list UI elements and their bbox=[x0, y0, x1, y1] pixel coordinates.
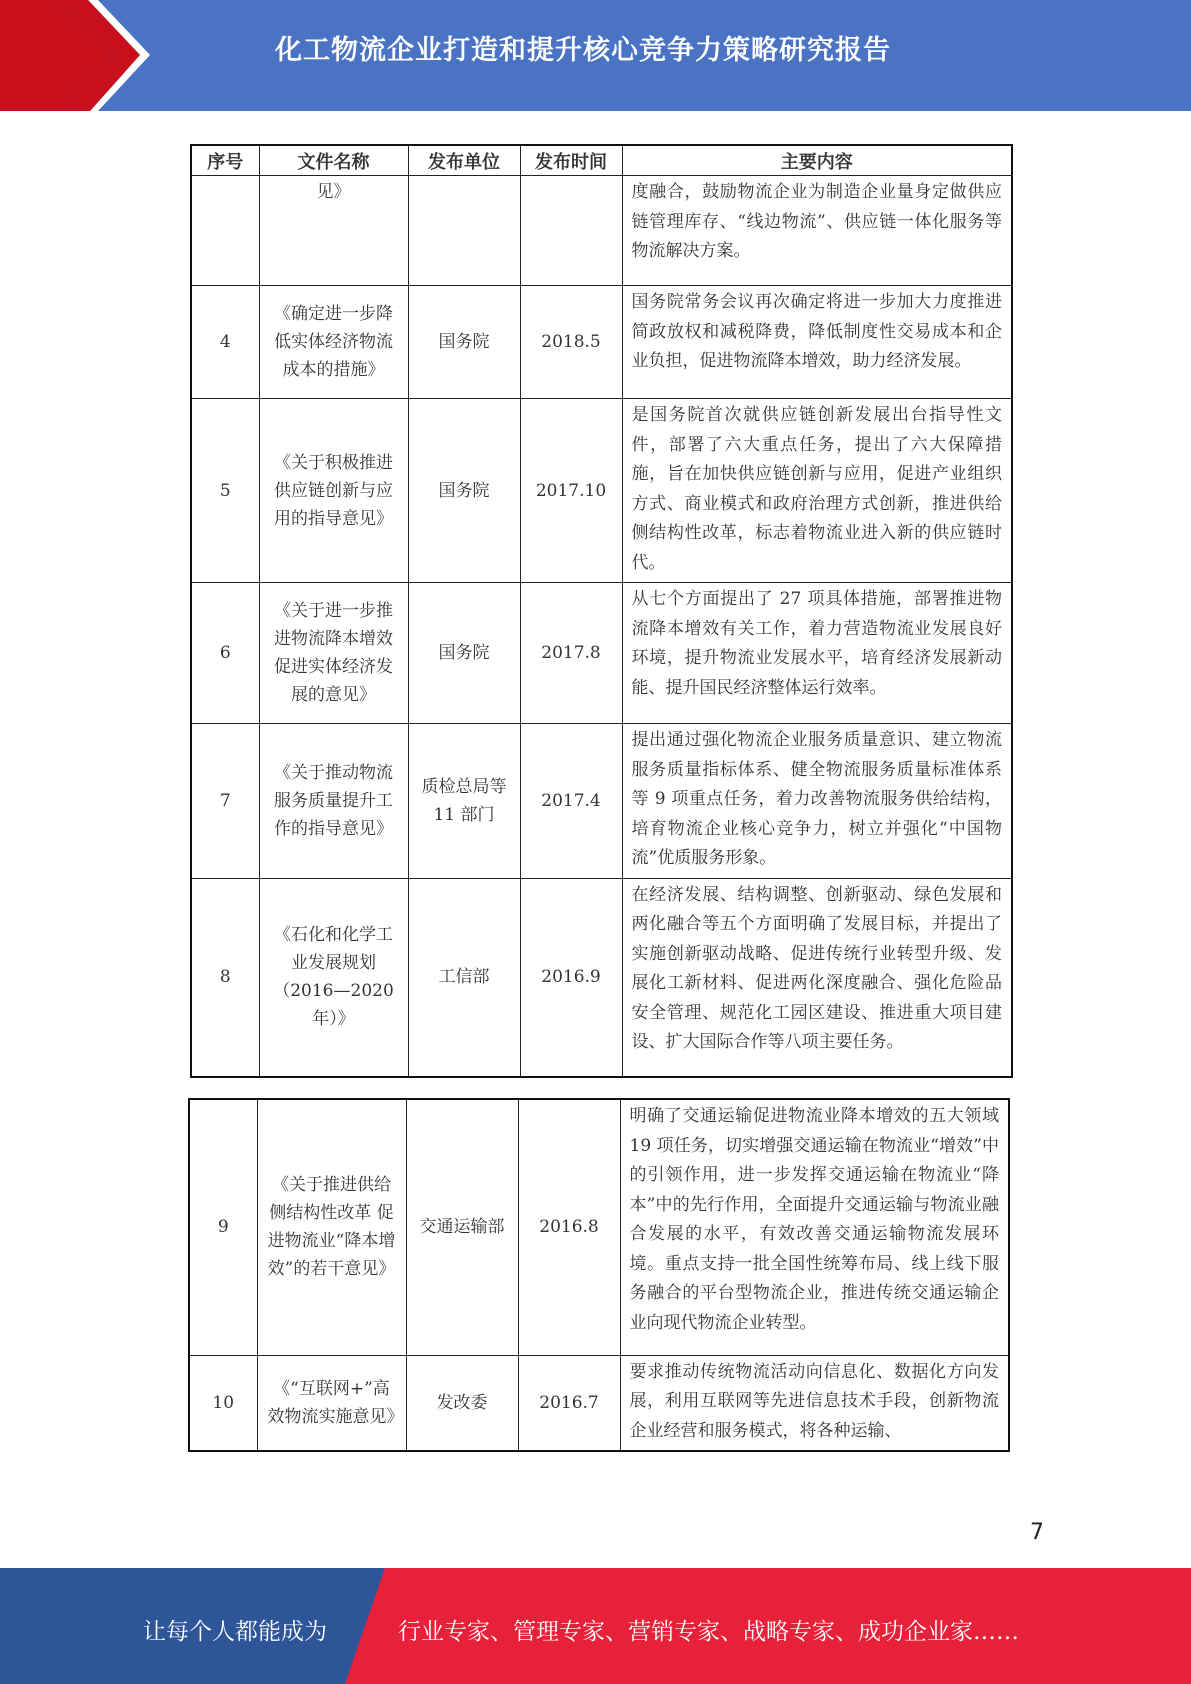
header-name: 文件名称 bbox=[259, 145, 408, 176]
policy-table-part-2 bbox=[188, 1098, 1010, 1452]
table-row bbox=[189, 1355, 1009, 1451]
row-no: 9 bbox=[189, 1099, 257, 1355]
row-date: 2016.7 bbox=[518, 1355, 620, 1451]
table-row bbox=[191, 583, 1012, 724]
row-no: 6 bbox=[191, 583, 259, 724]
footer-slogan-right: 行业专家、管理专家、营销专家、战略专家、成功企业家…… bbox=[398, 1619, 1019, 1645]
row-content: 明确了交通运输促进物流业降本增效的五大领域 19 项任务，切实增强交通运输在物流业“增效”中的引领作用，进一步发挥交通运输在物流业“降本”中的先行作用，全面提升交通运输与物流业融合发展的水平，有效改善交通运输物流发展环境。重点支持一批全国性统筹布局、线上线下服务融合的平台型物流企业，推进传统交通运输企业向现代物流企业转型。 bbox=[620, 1099, 1009, 1355]
row-unit: 工信部 bbox=[408, 878, 520, 1077]
row-unit: 国务院 bbox=[408, 286, 520, 399]
header-content: 主要内容 bbox=[622, 145, 1012, 176]
row-no: 4 bbox=[191, 286, 259, 399]
row-date: 2017.10 bbox=[520, 399, 622, 583]
row-no: 8 bbox=[191, 878, 259, 1077]
table-row bbox=[191, 399, 1012, 583]
row-date: 2016.9 bbox=[520, 878, 622, 1077]
row-date bbox=[520, 176, 622, 286]
page-footer bbox=[0, 1568, 1191, 1684]
table-row bbox=[191, 878, 1012, 1077]
row-date: 2018.5 bbox=[520, 286, 622, 399]
row-no bbox=[191, 176, 259, 286]
table-row bbox=[191, 176, 1012, 286]
row-content: 度融合，鼓励物流企业为制造企业量身定做供应链管理库存、“线边物流”、供应链一体化服务等物流解决方案。 bbox=[622, 176, 1012, 286]
header-unit: 发布单位 bbox=[408, 145, 520, 176]
row-no: 7 bbox=[191, 724, 259, 879]
row-name: 《“互联网+”高效物流实施意见》 bbox=[257, 1355, 406, 1451]
page-header bbox=[0, 0, 1191, 111]
row-content: 要求推动传统物流活动向信息化、数据化方向发展，利用互联网等先进信息技术手段，创新物流企业经营和服务模式，将各种运输、 bbox=[620, 1355, 1009, 1451]
row-unit: 国务院 bbox=[408, 399, 520, 583]
row-unit: 发改委 bbox=[406, 1355, 518, 1451]
row-date: 2016.8 bbox=[518, 1099, 620, 1355]
row-name: 《确定进一步降低实体经济物流成本的措施》 bbox=[259, 286, 408, 399]
row-content: 在经济发展、结构调整、创新驱动、绿色发展和两化融合等五个方面明确了发展目标，并提出了实施创新驱动战略、促进传统行业转型升级、发展化工新材料、促进两化深度融合、强化危险品安全管理、规范化工园区建设、推进重大项目建设、扩大国际合作等八项主要任务。 bbox=[622, 878, 1012, 1077]
row-name: 《关于推动物流服务质量提升工作的指导意见》 bbox=[259, 724, 408, 879]
table-header-row bbox=[191, 145, 1012, 176]
footer-slogan-left: 让每个人都能成为 bbox=[143, 1619, 327, 1645]
row-date: 2017.8 bbox=[520, 583, 622, 724]
row-unit: 质检总局等 11 部门 bbox=[408, 724, 520, 879]
row-unit: 国务院 bbox=[408, 583, 520, 724]
row-content: 提出通过强化物流企业服务质量意识、建立物流服务质量指标体系、健全物流服务质量标准体系等 9 项重点任务，着力改善物流服务供给结构，培育物流企业核心竞争力，树立并强化“中国物流”优质服务形象。 bbox=[622, 724, 1012, 879]
row-content: 是国务院首次就供应链创新发展出台指导性文件，部署了六大重点任务，提出了六大保障措施，旨在加快供应链创新与应用，促进产业组织方式、商业模式和政府治理方式创新，推进供给侧结构性改革，标志着物流业进入新的供应链时代。 bbox=[622, 399, 1012, 583]
page-title: 化工物流企业打造和提升核心竞争力策略研究报告 bbox=[275, 35, 891, 66]
header-date: 发布时间 bbox=[520, 145, 622, 176]
row-no: 10 bbox=[189, 1355, 257, 1451]
row-name: 《关于积极推进供应链创新与应用的指导意见》 bbox=[259, 399, 408, 583]
row-unit: 交通运输部 bbox=[406, 1099, 518, 1355]
table-row bbox=[191, 724, 1012, 879]
policy-table-part-1 bbox=[190, 144, 1013, 1078]
row-no: 5 bbox=[191, 399, 259, 583]
table-row bbox=[189, 1099, 1009, 1355]
row-date: 2017.4 bbox=[520, 724, 622, 879]
row-unit bbox=[408, 176, 520, 286]
row-name: 《关于推进供给侧结构性改革 促进物流业“降本增效”的若干意见》 bbox=[257, 1099, 406, 1355]
page-number: 7 bbox=[1030, 1520, 1044, 1545]
row-name: 《关于进一步推进物流降本增效促进实体经济发展的意见》 bbox=[259, 583, 408, 724]
row-content: 从七个方面提出了 27 项具体措施，部署推进物流降本增效有关工作，着力营造物流业发展良好环境，提升物流业发展水平，培育经济发展新动能、提升国民经济整体运行效率。 bbox=[622, 583, 1012, 724]
row-content: 国务院常务会议再次确定将进一步加大力度推进简政放权和减税降费，降低制度性交易成本和企业负担，促进物流降本增效，助力经济发展。 bbox=[622, 286, 1012, 399]
row-name: 《石化和化学工业发展规划（2016—2020年）》 bbox=[259, 878, 408, 1077]
table-row bbox=[191, 286, 1012, 399]
row-name: 见》 bbox=[259, 176, 408, 286]
header-no: 序号 bbox=[191, 145, 259, 176]
